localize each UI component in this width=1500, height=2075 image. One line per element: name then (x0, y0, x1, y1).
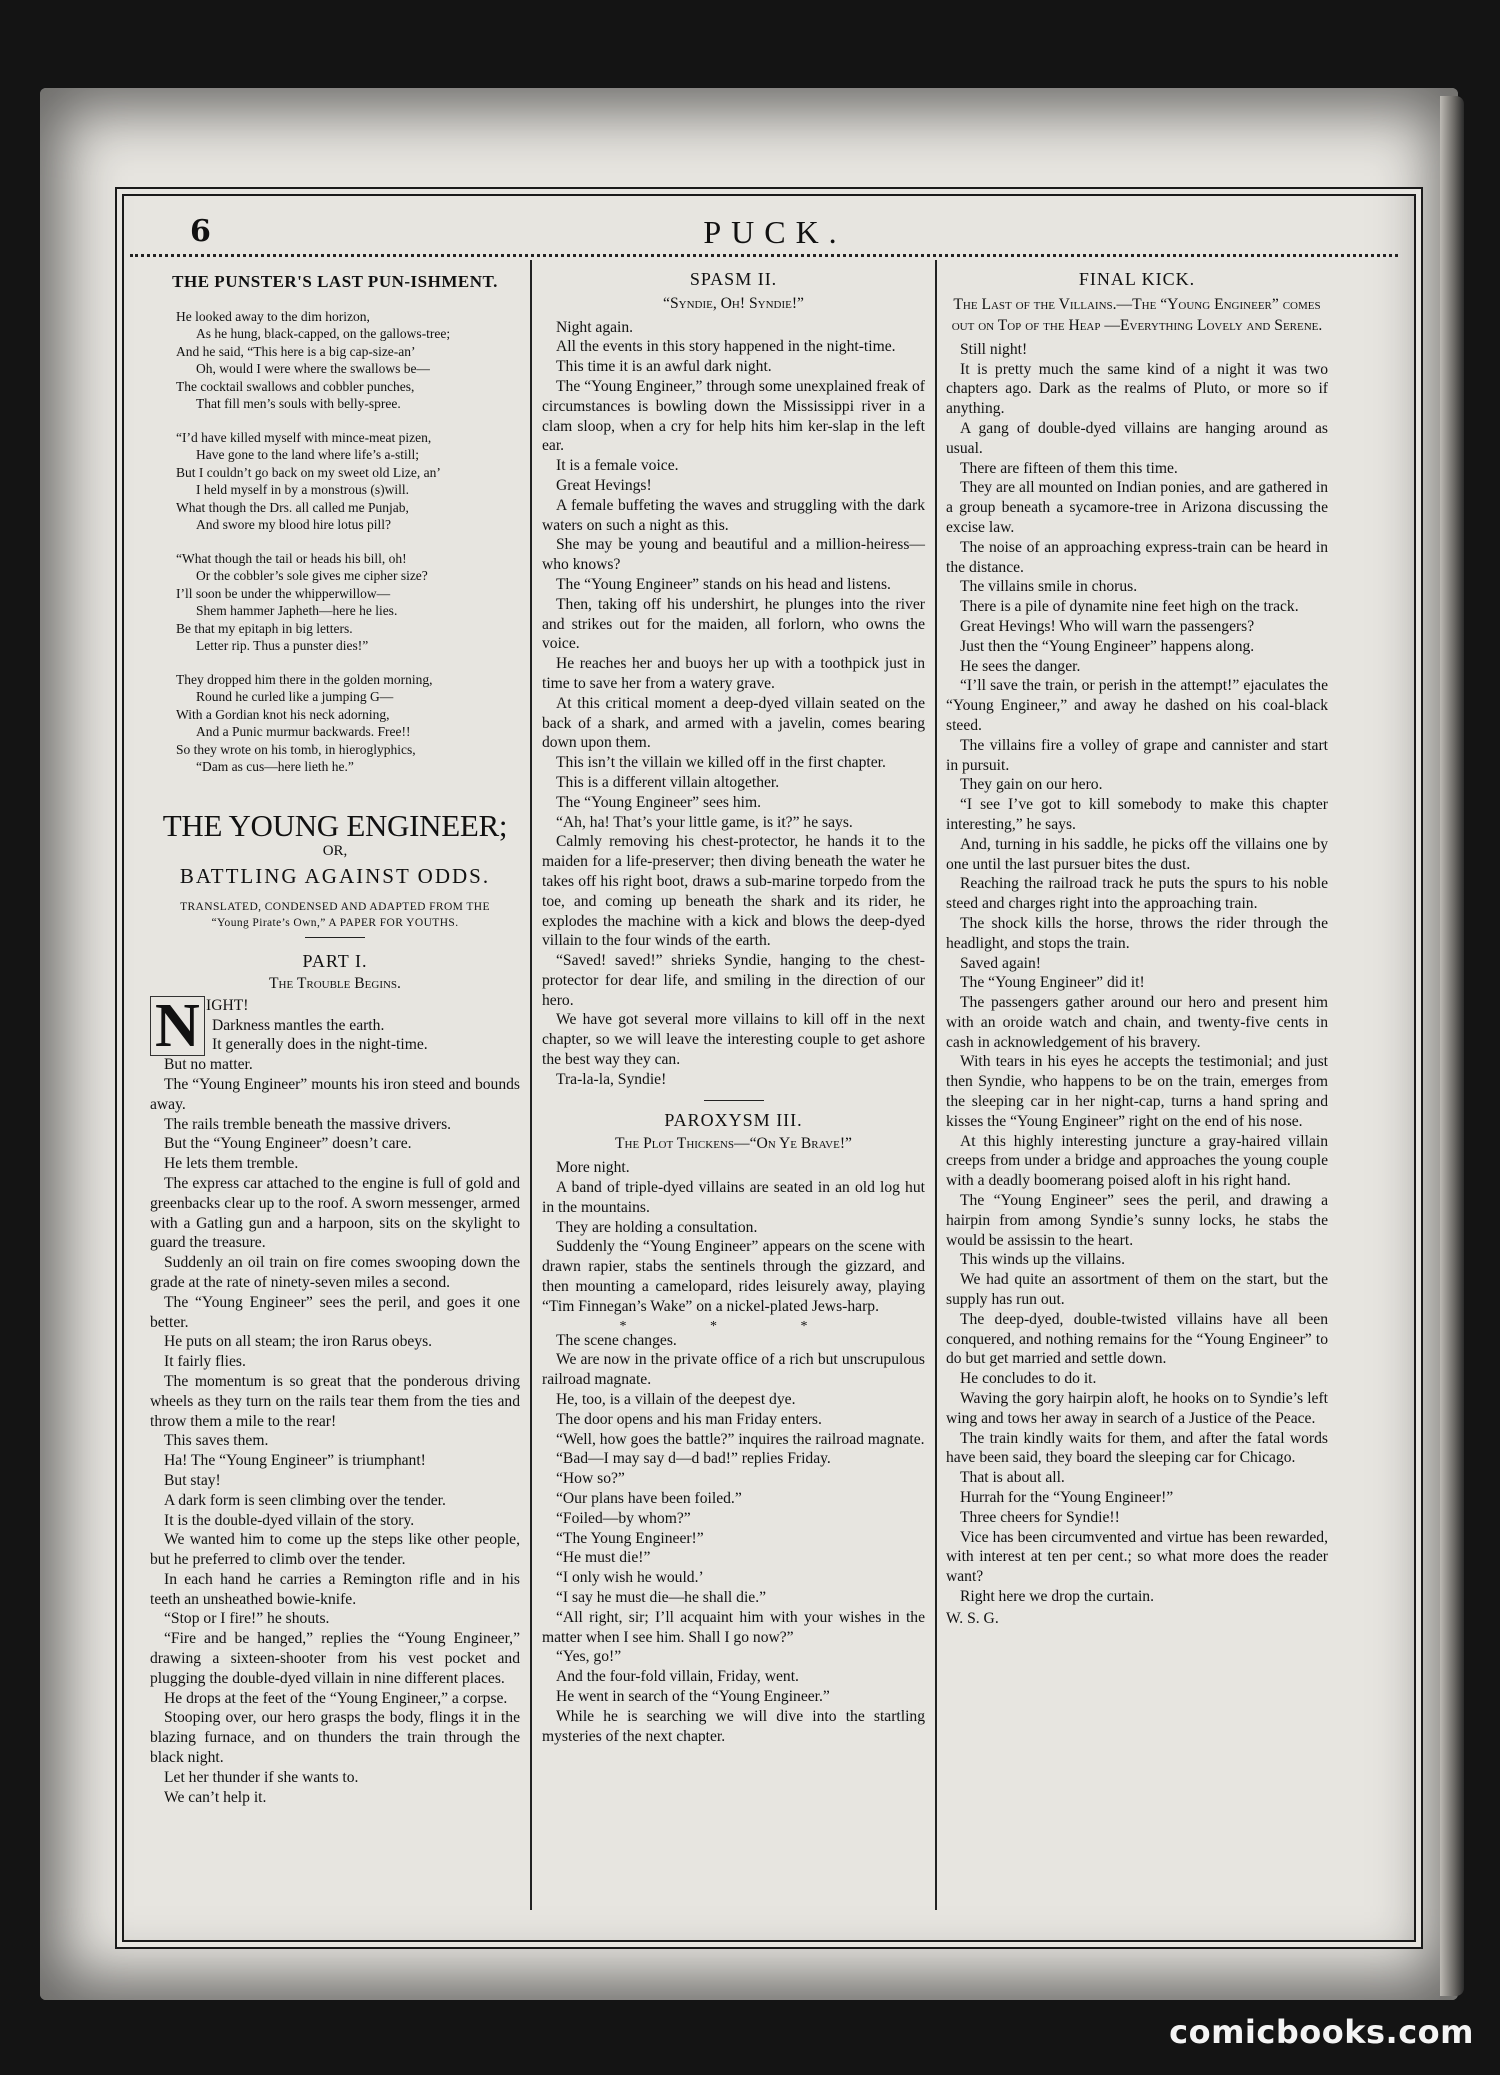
poem-stanza (176, 429, 520, 534)
poem-stanza (176, 671, 520, 776)
paragraph: The door opens and his man Friday enters. (556, 1410, 822, 1428)
story-or: OR, (322, 842, 348, 859)
paragraph: The train kindly waits for them, and after the fatal words have been said, they board the sleeping car for Chicago. (946, 1429, 1328, 1467)
paragraph: This saves them. (164, 1432, 269, 1450)
poem-title: THE PUNSTER'S LAST PUN-ISHMENT. (172, 272, 498, 291)
paragraph: We are now in the private office of a rich but unscrupulous railroad magnate. (542, 1351, 925, 1389)
paragraph: Waving the gory hairpin aloft, he hooks on to Syndie’s left wing and tows her away in search of a Justice of the Peace. (946, 1390, 1328, 1427)
paragraph: He went in search of the “Young Engineer.” (556, 1687, 830, 1705)
poem-line: Or the cobbler’s sole gives me cipher size? (196, 568, 428, 584)
paragraph: A gang of double-dyed villains are hanging around as usual. (946, 419, 1328, 457)
paragraph: The “Young Engineer” sees the peril, and drawing a hairpin from among Syndie’s sunny locks, he stabs the would be assissin to the heart. (946, 1192, 1328, 1249)
paragraph: The express car attached to the engine is full of gold and greenbacks clear up to the roof. A sworn messenger, armed with a Gatling gun and a harpoon, sits on the skylight to guard the treasure. (150, 1174, 520, 1252)
poem-line: The cocktail swallows and cobbler punches, (176, 378, 415, 394)
paragraph: Vice has been circumvented and virtue has been rewarded, with interest at ten per cent.; so what more does the reader want? (946, 1528, 1328, 1586)
paragraph: Hurrah for the “Young Engineer!” (960, 1489, 1174, 1507)
paragraph: “Bad—I may say d—d bad!” replies Friday. (556, 1450, 831, 1468)
paragraph: She may be young and beautiful and a million-heiress—who knows? (542, 536, 925, 574)
poem-line: And a Punic murmur backwards. Free!! (196, 724, 411, 740)
page-edge (1440, 96, 1464, 1996)
poem (176, 308, 520, 776)
paragraph: Three cheers for Syndie!! (960, 1508, 1120, 1526)
paragraph: That is about all. (960, 1469, 1065, 1487)
column-3 (946, 262, 1328, 1629)
final-kick-title: FINAL KICK. (1078, 269, 1196, 289)
paragraph: They gain on our hero. (960, 776, 1103, 794)
paragraph: They are holding a consultation. (556, 1218, 758, 1236)
paragraph: The “Young Engineer” stands on his head and listens. (556, 575, 891, 593)
poem-stanza (176, 308, 520, 413)
poem-line: As he hung, black-capped, on the gallows-tree; (196, 326, 451, 342)
paragraph: He reaches her and buoys her up with a toothpick just in time to save her from a watery grave. (542, 655, 925, 692)
paragraph: “All right, sir; I’ll acquaint him with your wishes in the matter when I see him. Shall I go now?” (542, 1608, 925, 1646)
paragraph: The “Young Engineer” sees the peril, and goes it one better. (150, 1293, 520, 1331)
column-rule-2 (935, 260, 937, 1910)
column-rule-1 (530, 260, 532, 1910)
paragraph: “Saved! saved!” shrieks Syndie, hanging to the chest-protector for dear life, and smiling in the direction of our hero. (542, 952, 925, 1009)
paragraph: A female buffeting the waves and struggling with the dark waters on such a night as this. (542, 496, 925, 534)
opening-paragraph (150, 991, 520, 1060)
paragraph: Suddenly the “Young Engineer” appears on the scene with drawn rapier, stabs the sentinels through the gizzard, and then mounting a camelopard, rides leisurely away, playing “Tim Finnegan’s Wake” on a nickel-plated Jews-harp. (542, 1238, 925, 1315)
paragraph: The villains fire a volley of grape and cannister and start in pursuit. (946, 736, 1328, 774)
paragraph: The scene changes. (556, 1331, 677, 1349)
paragraph: The rails tremble beneath the massive drivers. (164, 1115, 452, 1133)
paragraph: The “Young Engineer” did it! (960, 974, 1145, 992)
paragraph: It is a female voice. (556, 457, 679, 475)
paragraph: The “Young Engineer” sees him. (556, 793, 761, 811)
paragraph: “Well, how goes the battle?” inquires the railroad magnate. (556, 1430, 925, 1448)
part-heading: PART I. (302, 951, 368, 972)
paragraph: A dark form is seen climbing over the tender. (164, 1491, 446, 1509)
paragraph: More night. (556, 1159, 630, 1177)
poem-line: Shem hammer Japheth—here he lies. (196, 603, 398, 619)
paragraph: The shock kills the horse, throws the rider through the headlight, and stops the train. (946, 914, 1328, 952)
column-2 (542, 262, 925, 1746)
poem-line: I held myself in by a monstrous (s)will. (196, 482, 409, 498)
paragraph: All the events in this story happened in the night-time. (556, 338, 896, 356)
paragraph: The “Young Engineer” mounts his iron steed and bounds away. (150, 1075, 520, 1113)
poem-line: “I’d have killed myself with mince-meat pizen, (176, 429, 432, 445)
paragraph: This time it is an awful dark night. (556, 358, 772, 376)
chapter-heading: The Trouble Begins. (269, 974, 401, 992)
poem-line: He looked away to the dim horizon, (176, 308, 370, 324)
paragraph: “Our plans have been foiled.” (556, 1490, 742, 1508)
final-kick-subtitle: The Last of the Villains.—The “Young Engineer” comes out on Top of the Heap —Everything Lovely and Serene. (951, 295, 1323, 334)
page-header (150, 208, 1400, 258)
final-kick-body (946, 340, 1328, 1607)
poem-line: Oh, would I were where the swallows be— (196, 361, 430, 377)
page-number: 6 (190, 214, 211, 249)
paragraph: But no matter. (164, 1056, 253, 1074)
drop-cap: N (150, 996, 205, 1056)
section-stars: * * * (619, 1318, 848, 1334)
paragraph: Saved again! (960, 954, 1041, 972)
paragraph: But stay! (164, 1471, 221, 1489)
column-1-body (150, 1055, 520, 1807)
paragraph: Reaching the railroad track he puts the spurs to his noble steed and charges right into the approaching train. (946, 875, 1328, 913)
paragraph: The deep-dyed, double-twisted villains have all been conquered, and nothing remains for the “Young Engineer” to do but get married and settle down. (946, 1310, 1328, 1368)
poem-line: “What though the tail or heads his bill, oh! (176, 550, 407, 566)
poem-stanza (176, 550, 520, 655)
paragraph: Tra-la-la, Syndie! (556, 1070, 667, 1088)
paragraph: “He must die!” (556, 1549, 651, 1567)
paragraph: At this highly interesting juncture a gray-haired villain creeps from under a bridge and approaches the young couple with a deadly boomerang poised aloft in his right hand. (946, 1132, 1328, 1190)
story-translated-note: TRANSLATED, CONDENSED AND ADAPTED FROM THE “Young Pirate’s Own,” A PAPER FOR YOUTHS. (180, 901, 490, 930)
poem-line: So they wrote on his tomb, in hieroglyphics, (176, 741, 416, 757)
paragraph: This winds up the villains. (960, 1251, 1126, 1269)
paragraph: This isn’t the villain we killed off in the first chapter. (556, 754, 886, 772)
paragraph: “Yes, go!” (556, 1648, 622, 1666)
divider (305, 937, 365, 938)
paragraph: Night again. (556, 318, 634, 336)
paragraph: He concludes to do it. (960, 1370, 1097, 1388)
paragraph: Great Hevings! (556, 476, 652, 494)
paragraph: But the “Young Engineer” doesn’t care. (164, 1135, 412, 1153)
paragraph: We can’t help it. (164, 1788, 267, 1806)
paroxysm-3-subtitle: The Plot Thickens—“On Ye Brave!” (615, 1135, 852, 1153)
paragraph: A band of triple-dyed villains are seated in an old log hut in the mountains. (542, 1179, 925, 1216)
paragraph: There are fifteen of them this time. (960, 459, 1178, 477)
paragraph: While he is searching we will dive into the startling mysteries of the next chapter. (542, 1707, 925, 1745)
paragraph: This is a different villain altogether. (556, 773, 780, 791)
paragraph: Still night! (960, 340, 1028, 358)
poem-line: “Dam as cus—here lieth he.” (196, 759, 354, 775)
paragraph: Suddenly an oil train on fire comes swooping down the grade at the rate of ninety-seven miles a second. (150, 1254, 520, 1291)
poem-line: What though the Drs. all called me Punjab, (176, 499, 409, 515)
divider (704, 1100, 764, 1101)
paragraph: They are all mounted on Indian ponies, and are gathered in a group beneath a sycamore-tree in Arizona discussing the excise law. (946, 479, 1328, 536)
dropcap-line: It generally does in the night-time. (212, 1036, 428, 1054)
paragraph: “Stop or I fire!” he shouts. (164, 1610, 330, 1628)
paragraph: Right here we drop the curtain. (960, 1588, 1154, 1605)
paragraph: It is the double-dyed villain of the story. (164, 1511, 415, 1529)
poem-line: Have gone to the land where life’s a-still; (196, 447, 420, 463)
paragraph: Calmly removing his chest-protector, he hands it to the maiden for a life-preserver; then diving beneath the water he takes off his right boot, draws a sub-marine torpedo from the toe, and coming up beneath the shark and its rider, he explodes the machine with a kick and blows the deep-dyed villain to the four winds of the earth. (542, 833, 925, 950)
paragraph: “Foiled—by whom?” (556, 1509, 691, 1527)
paragraph: Great Hevings! Who will warn the passengers? (960, 617, 1255, 635)
dropcap-line: IGHT! (206, 996, 249, 1014)
poem-line: That fill men’s souls with belly-spree. (196, 396, 401, 412)
header-rule (130, 254, 1398, 257)
poem-line: And he said, “This here is a big cap-size-an’ (176, 343, 416, 359)
paragraph: At this critical moment a deep-dyed villain seated on the back of a shark, and armed with a javelin, comes bearing down upon them. (542, 694, 925, 752)
paragraph: The “Young Engineer,” through some unexplained freak of circumstances is bowling down the Mississippi river in a clam sloop, when a cry for help hits him ker-slap in the left ear. (542, 377, 925, 455)
paragraph: He drops at the feet of the “Young Engineer,” a corpse. (164, 1689, 508, 1707)
poem-line: With a Gordian knot his neck adorning, (176, 706, 390, 722)
paragraph: The momentum is so great that the ponderous driving wheels as they turn on the rails tear them from the ties and throw them a mile to the rear! (150, 1372, 520, 1430)
column-1 (150, 262, 520, 1807)
spasm-2-subtitle: “Syndie, Oh! Syndie!” (663, 294, 804, 312)
site-watermark: comicbooks.com (1169, 2013, 1474, 2051)
paragraph: We had quite an assortment of them on the start, but the supply has run out. (946, 1271, 1328, 1309)
poem-line: But I couldn’t go back on my sweet old Lize, an’ (176, 464, 441, 480)
masthead: PUCK. (703, 214, 847, 250)
paragraph: Ha! The “Young Engineer” is triumphant! (164, 1452, 426, 1470)
paragraph: The villains smile in chorus. (960, 578, 1138, 596)
paragraph: Let her thunder if she wants to. (164, 1768, 359, 1786)
paragraph: Stooping over, our hero grasps the body, flings it in the blazing furnace, and on thunders the train through the black night. (150, 1709, 520, 1767)
paragraph: He sees the danger. (960, 657, 1081, 675)
paroxysm-3-body-b (542, 1331, 925, 1747)
poem-line: They dropped him there in the golden morning, (176, 671, 433, 687)
paragraph: And the four-fold villain, Friday, went. (556, 1668, 799, 1686)
paroxysm-3-body-a (542, 1158, 925, 1316)
signature: W. S. G. (946, 1609, 999, 1627)
paragraph: The noise of an approaching express-train can be heard in the distance. (946, 538, 1328, 576)
paragraph: “I say he must die—he shall die.” (556, 1589, 767, 1606)
paragraph: It fairly flies. (164, 1353, 246, 1371)
dropcap-line: Darkness mantles the earth. (212, 1016, 385, 1034)
paroxysm-3-title: PAROXYSM III. (664, 1109, 803, 1130)
story-subtitle: BATTLING AGAINST ODDS. (179, 864, 491, 889)
paragraph: The passengers gather around our hero and present him with an oroide watch and chain, and twenty-five cents in cash in acknowledgement of his bravery. (946, 994, 1328, 1051)
paragraph: Just then the “Young Engineer” happens along. (960, 637, 1255, 655)
poem-line: I’ll soon be under the whipperwillow— (176, 585, 391, 601)
paragraph: “Ah, ha! That’s your little game, is it?” he says. (556, 813, 853, 831)
poem-line: Round he curled like a jumping G— (196, 689, 394, 705)
paragraph: With tears in his eyes he accepts the testimonial; and just then Syndie, who happens to be on the train, emerges from the sleeping car in her night-cap, turns a hand spring and kisses the “Young Engineer” right on the end of his nose. (946, 1053, 1328, 1130)
paragraph: He lets them tremble. (164, 1155, 299, 1173)
paragraph: He puts on all steam; the iron Rarus obeys. (164, 1333, 433, 1351)
paragraph: He, too, is a villain of the deepest dye. (556, 1391, 796, 1409)
paragraph: We have got several more villains to kill off in the next chapter, so we will leave the interesting couple to get ashore the best way they can. (542, 1011, 925, 1069)
paragraph: “I only wish he would.’ (556, 1569, 704, 1587)
paragraph: “Fire and be hanged,” replies the “Young Engineer,” drawing a sixteen-shooter from his vest pocket and plugging the double-dyed villain in nine different places. (150, 1630, 520, 1687)
paragraph: We wanted him to come up the steps like other people, but he preferred to climb over the tender. (150, 1531, 520, 1569)
poem-line: Be that my epitaph in big letters. (176, 620, 353, 636)
paragraph: “I’ll save the train, or perish in the attempt!” ejaculates the “Young Engineer,” and away he dashed on his coal-black steed. (946, 677, 1328, 734)
paragraph: “I see I’ve got to kill somebody to make this chapter interesting,” he says. (946, 796, 1328, 833)
poem-line: Letter rip. Thus a punster dies!” (196, 638, 369, 654)
poem-line: And swore my blood hire lotus pill? (196, 517, 391, 533)
paragraph: There is a pile of dynamite nine feet high on the track. (960, 598, 1299, 616)
spasm-2-title: SPASM II. (689, 269, 778, 289)
paragraph: In each hand he carries a Remington rifle and in his teeth an unsheathed bowie-knife. (150, 1570, 520, 1608)
paragraph: “How so?” (556, 1470, 625, 1488)
paragraph: “The Young Engineer!” (556, 1529, 704, 1547)
paragraph: It is pretty much the same kind of a night it was two chapters ago. Dark as the realms of Pluto, or more so if anything. (946, 360, 1328, 418)
story-title: THE YOUNG ENGINEER; (162, 807, 508, 843)
paragraph: Then, taking off his undershirt, he plunges into the river and strikes out for the maiden, all forlorn, who owns the voice. (542, 595, 925, 653)
spasm-2-body (542, 318, 925, 1090)
paragraph: And, turning in his saddle, he picks off the villains one by one until the last pursuer bites the dust. (946, 835, 1328, 873)
